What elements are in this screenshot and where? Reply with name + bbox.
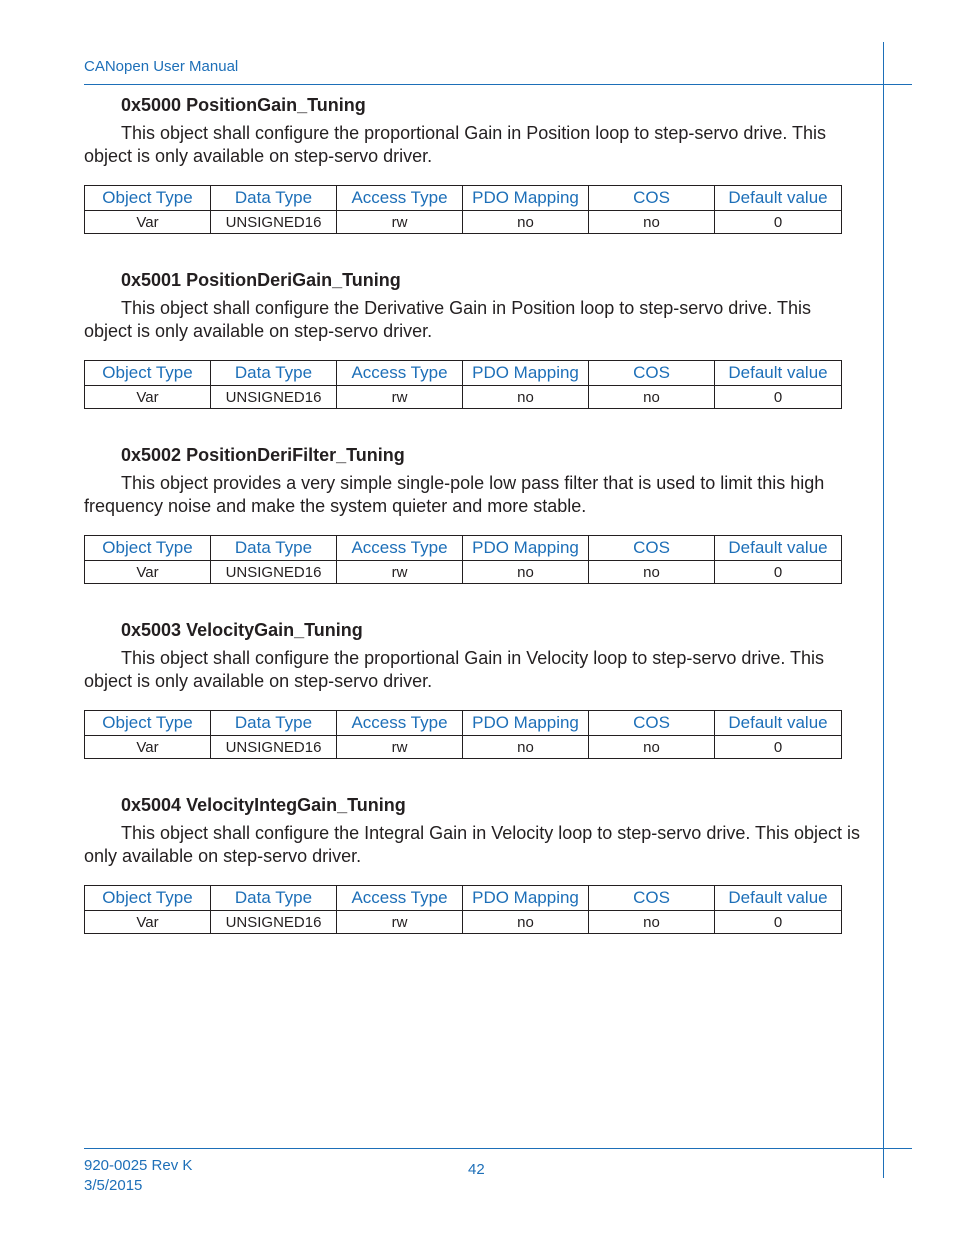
object-properties-table <box>84 710 842 759</box>
col-header-data-type: Data Type <box>211 886 337 911</box>
object-section <box>84 619 864 759</box>
col-header-default-value: Default value <box>715 361 842 386</box>
section-title: 0x5002 PositionDeriFilter_Tuning <box>121 445 405 465</box>
col-header-access-type: Access Type <box>337 886 463 911</box>
cell-data-type: UNSIGNED16 <box>211 736 337 759</box>
running-header-title: CANopen User Manual <box>84 58 239 75</box>
col-header-pdo-mapping: PDO Mapping <box>463 186 589 211</box>
object-properties-table <box>84 885 842 934</box>
section-description: This object shall configure the proportional Gain in Velocity loop to step-servo drive. This object is only available on step-servo driver. <box>84 648 825 691</box>
col-header-pdo-mapping: PDO Mapping <box>463 536 589 561</box>
object-properties-table <box>84 185 842 234</box>
table-row <box>85 386 842 409</box>
cell-default-value: 0 <box>715 211 842 234</box>
table-row <box>85 211 842 234</box>
page-number: 42 <box>468 1161 485 1178</box>
table-header-row <box>85 186 842 211</box>
col-header-object-type: Object Type <box>85 711 211 736</box>
cell-cos: no <box>589 736 715 759</box>
col-header-access-type: Access Type <box>337 711 463 736</box>
table-header-row <box>85 361 842 386</box>
table-header-row <box>85 886 842 911</box>
object-section <box>84 269 864 409</box>
cell-object-type: Var <box>85 736 211 759</box>
table-row <box>85 911 842 934</box>
section-title: 0x5003 VelocityGain_Tuning <box>121 620 363 640</box>
col-header-pdo-mapping: PDO Mapping <box>463 711 589 736</box>
cell-default-value: 0 <box>715 911 842 934</box>
footer-divider <box>84 1148 912 1149</box>
object-properties-table <box>84 360 842 409</box>
section-title: 0x5000 PositionGain_Tuning <box>121 95 366 115</box>
col-header-default-value: Default value <box>715 186 842 211</box>
cell-access-type: rw <box>337 211 463 234</box>
col-header-data-type: Data Type <box>211 711 337 736</box>
cell-data-type: UNSIGNED16 <box>211 386 337 409</box>
cell-object-type: Var <box>85 561 211 584</box>
col-header-object-type: Object Type <box>85 886 211 911</box>
section-description: This object provides a very simple single-pole low pass filter that is used to limit this high frequency noise and make the system quieter and more stable. <box>84 473 825 516</box>
margin-rule <box>883 42 884 1178</box>
col-header-pdo-mapping: PDO Mapping <box>463 361 589 386</box>
section-title: 0x5004 VelocityIntegGain_Tuning <box>121 795 406 815</box>
header-divider <box>84 84 912 85</box>
cell-data-type: UNSIGNED16 <box>211 211 337 234</box>
col-header-default-value: Default value <box>715 536 842 561</box>
section-title: 0x5001 PositionDeriGain_Tuning <box>121 270 401 290</box>
table-header-row <box>85 711 842 736</box>
object-section <box>84 444 864 584</box>
cell-data-type: UNSIGNED16 <box>211 911 337 934</box>
cell-cos: no <box>589 561 715 584</box>
section-description: This object shall configure the proportional Gain in Position loop to step-servo drive. This object is only available on step-servo driver. <box>84 123 827 166</box>
col-header-cos: COS <box>589 186 715 211</box>
object-section <box>84 94 864 234</box>
cell-access-type: rw <box>337 386 463 409</box>
cell-default-value: 0 <box>715 736 842 759</box>
cell-pdo-mapping: no <box>463 211 589 234</box>
section-description: This object shall configure the Integral Gain in Velocity loop to step-servo drive. This object is only available on step-servo driver. <box>84 823 861 866</box>
col-header-data-type: Data Type <box>211 186 337 211</box>
cell-cos: no <box>589 211 715 234</box>
cell-access-type: rw <box>337 561 463 584</box>
footer-doc-number: 920-0025 Rev K <box>84 1157 193 1174</box>
object-properties-table <box>84 535 842 584</box>
col-header-cos: COS <box>589 886 715 911</box>
cell-cos: no <box>589 386 715 409</box>
col-header-default-value: Default value <box>715 886 842 911</box>
cell-access-type: rw <box>337 911 463 934</box>
cell-pdo-mapping: no <box>463 911 589 934</box>
cell-object-type: Var <box>85 911 211 934</box>
cell-pdo-mapping: no <box>463 561 589 584</box>
footer-date: 3/5/2015 <box>84 1177 143 1194</box>
col-header-access-type: Access Type <box>337 361 463 386</box>
table-header-row <box>85 536 842 561</box>
cell-access-type: rw <box>337 736 463 759</box>
cell-pdo-mapping: no <box>463 736 589 759</box>
col-header-object-type: Object Type <box>85 186 211 211</box>
col-header-object-type: Object Type <box>85 361 211 386</box>
col-header-object-type: Object Type <box>85 536 211 561</box>
cell-object-type: Var <box>85 211 211 234</box>
object-section <box>84 794 864 934</box>
col-header-pdo-mapping: PDO Mapping <box>463 886 589 911</box>
cell-object-type: Var <box>85 386 211 409</box>
col-header-data-type: Data Type <box>211 536 337 561</box>
col-header-data-type: Data Type <box>211 361 337 386</box>
col-header-cos: COS <box>589 711 715 736</box>
cell-cos: no <box>589 911 715 934</box>
table-row <box>85 736 842 759</box>
cell-default-value: 0 <box>715 561 842 584</box>
col-header-default-value: Default value <box>715 711 842 736</box>
cell-pdo-mapping: no <box>463 386 589 409</box>
cell-data-type: UNSIGNED16 <box>211 561 337 584</box>
col-header-cos: COS <box>589 536 715 561</box>
cell-default-value: 0 <box>715 386 842 409</box>
table-row <box>85 561 842 584</box>
col-header-cos: COS <box>589 361 715 386</box>
col-header-access-type: Access Type <box>337 186 463 211</box>
section-description: This object shall configure the Derivative Gain in Position loop to step-servo drive. This object is only available on step-servo driver. <box>84 298 812 341</box>
col-header-access-type: Access Type <box>337 536 463 561</box>
